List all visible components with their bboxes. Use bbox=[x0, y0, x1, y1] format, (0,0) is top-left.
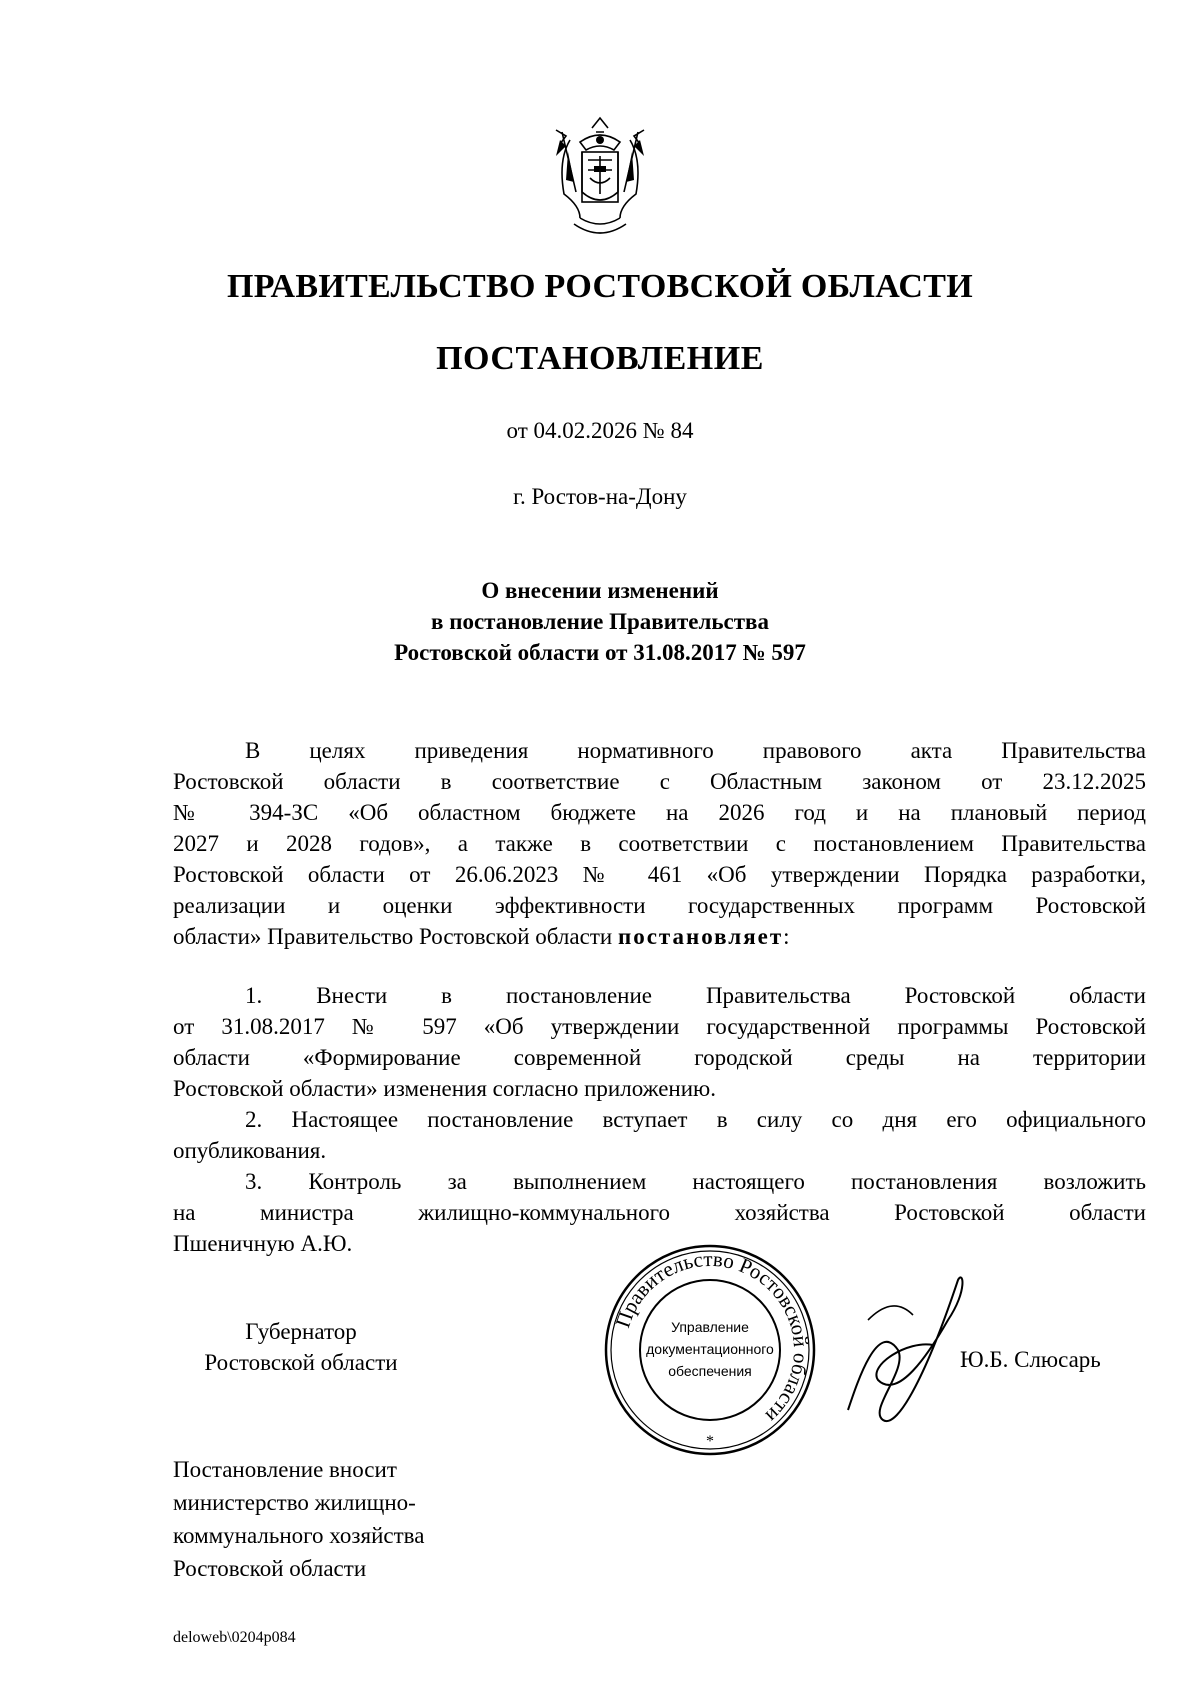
signatory-name: Ю.Б. Слюсарь bbox=[960, 1347, 1101, 1372]
item-line: 2. Настоящее постановление вступает в силу со дня его официального bbox=[245, 1107, 1146, 1132]
preamble-line: В целях приведения нормативного правового акта Правительства bbox=[245, 738, 1146, 763]
stamp-inner-line: Управление bbox=[671, 1319, 749, 1335]
signatory-title bbox=[176, 1316, 426, 1378]
item-2-paragraph bbox=[173, 1104, 1146, 1166]
item-line: 1. Внести в постановление Правительства Ростовской области bbox=[245, 983, 1146, 1008]
preamble-line: 2027 и 2028 годов», а также в соответствии с постановлением Правительства bbox=[173, 831, 1146, 856]
document-city: г. Ростов-на-Дону bbox=[513, 484, 687, 509]
preamble-text: области» Правительство Ростовской области bbox=[173, 924, 618, 949]
item-line: области «Формирование современной городской среды на территории bbox=[173, 1045, 1146, 1070]
item-line: Ростовской области» изменения согласно приложению. bbox=[173, 1076, 716, 1101]
document-subject bbox=[0, 575, 1200, 668]
item-line: опубликования. bbox=[173, 1138, 327, 1163]
decree-word: постановляет bbox=[617, 924, 784, 949]
organization-title: ПРАВИТЕЛЬСТВО РОСТОВСКОЙ ОБЛАСТИ bbox=[227, 268, 973, 305]
handwritten-signature bbox=[838, 1260, 978, 1435]
introduced-by-line: Постановление вносит bbox=[173, 1457, 397, 1482]
preamble-line: № 394-ЗС «Об областном бюджете на 2026 год и на плановый период bbox=[173, 800, 1146, 825]
introduced-by-line: коммунального хозяйства bbox=[173, 1523, 425, 1548]
coat-of-arms-icon bbox=[540, 112, 660, 242]
preamble-line: Ростовской области от 26.06.2023 № 461 «Об утверждении Порядка разработки, bbox=[173, 862, 1146, 887]
stamp-inner-line: документационного bbox=[646, 1341, 774, 1357]
subject-line: Ростовской области от 31.08.2017 № 597 bbox=[394, 640, 806, 665]
item-1-paragraph bbox=[173, 980, 1146, 1104]
preamble-line bbox=[173, 921, 1146, 952]
subject-line: в постановление Правительства bbox=[431, 609, 769, 634]
preamble-colon: : bbox=[783, 924, 790, 949]
preamble-line: реализации и оценки эффективности государственных программ Ростовской bbox=[173, 893, 1146, 918]
official-stamp bbox=[600, 1240, 820, 1460]
stamp-inner-line: обеспечения bbox=[668, 1363, 752, 1379]
signatory-title-line: Губернатор bbox=[245, 1319, 357, 1344]
subject-line: О внесении изменений bbox=[481, 578, 719, 603]
item-line: 3. Контроль за выполнением настоящего постановления возложить bbox=[245, 1169, 1146, 1194]
document-file-code: deloweb\0204p084 bbox=[173, 1629, 296, 1646]
signatory-title-line: Ростовской области bbox=[204, 1350, 398, 1375]
item-line: от 31.08.2017 № 597 «Об утверждении государственной программы Ростовской bbox=[173, 1014, 1146, 1039]
introduced-by-line: министерство жилищно- bbox=[173, 1490, 416, 1515]
stamp-outer-text: Правительство Ростовской области bbox=[610, 1246, 814, 1428]
introduced-by-line: Ростовской области bbox=[173, 1556, 367, 1581]
preamble-paragraph bbox=[173, 735, 1146, 952]
document-type-heading: ПОСТАНОВЛЕНИЕ bbox=[436, 340, 764, 377]
preamble-line: Ростовской области в соответствие с Областным законом от 23.12.2025 bbox=[173, 769, 1146, 794]
introduced-by-block bbox=[173, 1453, 424, 1585]
item-line: на министра жилищно-коммунального хозяйства Ростовской области bbox=[173, 1200, 1146, 1225]
stamp-star-icon: * bbox=[706, 1433, 714, 1450]
document-date-number: от 04.02.2026 № 84 bbox=[506, 418, 694, 443]
item-line: Пшеничную А.Ю. bbox=[173, 1231, 353, 1256]
